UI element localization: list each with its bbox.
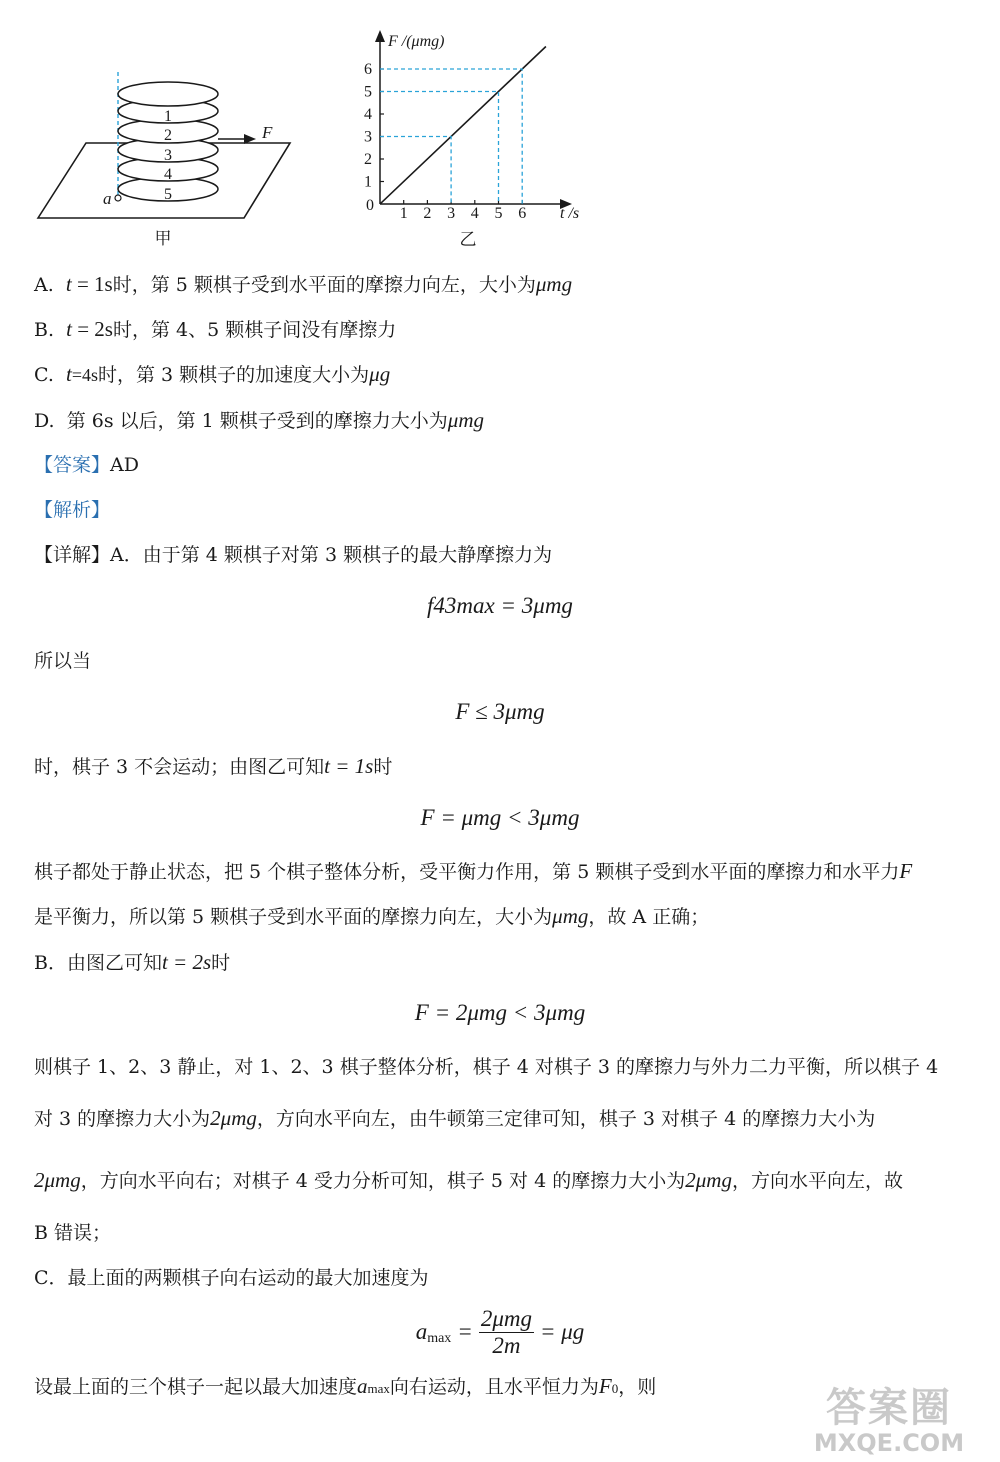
detail-p1 xyxy=(34,543,980,567)
chip-label-4: 4 xyxy=(164,166,172,183)
detail-p12-sub: max xyxy=(367,1381,390,1396)
chip-top xyxy=(118,82,218,106)
answer-tag: 【答案】 xyxy=(34,454,111,476)
option-c-eq: =4s xyxy=(71,365,98,385)
eq5-lhs: a xyxy=(415,1319,428,1344)
detail-p8-a: 对 3 的摩擦力大小为 xyxy=(34,1108,211,1130)
point-a-dot xyxy=(115,195,121,201)
detail-p11: C．最上面的两颗棋子向右运动的最大加速度为 xyxy=(34,1267,429,1289)
detail-p1-text: A．由于第 4 颗棋子对第 3 颗棋子的最大静摩擦力为 xyxy=(110,544,553,566)
equation-2: F ≤ 3μmg xyxy=(455,699,545,724)
y-tick-label: 3 xyxy=(364,128,372,146)
detail-p9-math1: 2μmg xyxy=(34,1168,81,1192)
eq5-fraction xyxy=(479,1306,534,1359)
watermark xyxy=(794,1386,984,1456)
analysis-line xyxy=(34,498,980,522)
eq5-denominator: 2m xyxy=(492,1332,521,1358)
y-tick-label: 4 xyxy=(364,106,372,123)
option-a-label: A. xyxy=(34,274,54,296)
detail-p8 xyxy=(34,1106,980,1131)
detail-p6-a: B．由图乙可知 xyxy=(34,952,162,974)
detail-p9-a: ，方向水平向右；对棋子 4 受力分析可知，棋子 5 对 4 的摩擦力大小为 xyxy=(80,1170,686,1192)
x-tick-label: 1 xyxy=(399,205,408,222)
detail-p9-math2: 2μmg xyxy=(685,1168,732,1192)
detail-p7: 则棋子 1、2、3 静止，对 1、2、3 棋子整体分析，棋子 4 对棋子 3 的摩擦力与外力二力平衡，所以棋子 4 xyxy=(34,1056,939,1078)
option-b-label: B. xyxy=(34,319,55,341)
y-axis-label: F /(μmg) xyxy=(388,33,445,50)
eq5-rhs: = μg xyxy=(539,1319,585,1344)
eq5-sub: max xyxy=(427,1331,452,1346)
option-b-text: 时，第 4、5 颗棋子间没有摩擦力 xyxy=(112,319,397,341)
detail-p5-a: 是平衡力，所以第 5 颗棋子受到水平面的摩擦力向左，大小为 xyxy=(34,906,553,928)
detail-p3-math: t = 1s xyxy=(324,754,374,778)
x-tick-label: 4 xyxy=(470,205,479,222)
x-tick-label: 6 xyxy=(518,205,527,222)
option-b-eq: = 2s xyxy=(71,317,113,341)
option-c-t: t xyxy=(66,362,72,386)
detail-p3-a: 时，棋子 3 不会运动；由图乙可知 xyxy=(34,756,325,778)
detail-p5-b: ，故 A 正确； xyxy=(588,906,710,928)
equation-1: f43max = 3μmg xyxy=(427,593,573,618)
answer-line xyxy=(34,453,980,477)
detail-p10: B 错误； xyxy=(34,1222,112,1244)
f-t-line xyxy=(380,47,546,205)
option-a-math: μmg xyxy=(535,272,573,296)
watermark-line2: MXQE.COM xyxy=(813,1429,965,1457)
eq5-numerator: 2μmg xyxy=(480,1305,532,1331)
option-a-text: 时，第 5 颗棋子受到水平面的摩擦力向左，大小为 xyxy=(112,274,536,296)
detail-p8-math: 2μmg xyxy=(210,1106,257,1130)
detail-p12-a-sym: a xyxy=(357,1374,368,1398)
detail-p4-F: F xyxy=(899,859,913,883)
detail-p8-b: ，方向水平向左，由牛顿第三定律可知，棋子 3 对棋子 4 的摩擦力大小为 xyxy=(256,1108,876,1130)
detail-p5-math: μmg xyxy=(552,904,589,928)
chip-label-3: 3 xyxy=(164,147,172,164)
detail-p12-b: 向右运动，且水平恒力为 xyxy=(389,1376,599,1398)
figures-area xyxy=(0,0,1000,255)
detail-p9-b: ，方向水平向左，故 xyxy=(731,1170,903,1192)
equation-4: F = 2μmg < 3μmg xyxy=(414,1000,586,1025)
y-tick-label: 1 xyxy=(364,173,372,191)
origin-label: 0 xyxy=(366,197,374,214)
detail-p12-F: F xyxy=(598,1374,612,1398)
detail-tag: 【详解】 xyxy=(34,544,111,566)
detail-p6-math: t = 2s xyxy=(161,950,212,974)
option-d xyxy=(34,408,980,433)
equation-3: F = μmg < 3μmg xyxy=(420,805,580,830)
equation-5 xyxy=(0,1302,1000,1362)
y-axis-arrow xyxy=(375,30,385,42)
detail-p4-text: 棋子都处于静止状态，把 5 个棋子整体分析，受平衡力作用，第 5 颗棋子受到水平面的摩擦力和水平力 xyxy=(34,861,900,883)
option-c-math: μg xyxy=(369,362,391,386)
y-tick-label: 6 xyxy=(364,61,372,78)
option-a-eq: = 1s xyxy=(71,272,113,296)
detail-p3-c: 时 xyxy=(373,756,393,778)
option-a-t: t xyxy=(65,272,72,296)
x-tick-label: 3 xyxy=(447,205,456,222)
option-d-text: 第 6s 以后，第 1 颗棋子受到的摩擦力大小为 xyxy=(66,410,448,432)
option-d-math: μmg xyxy=(447,408,485,432)
detail-p2: 所以当 xyxy=(34,650,92,672)
y-tick-label: 2 xyxy=(364,151,372,168)
option-c-label: C. xyxy=(34,364,54,386)
figure-b-caption: 乙 xyxy=(459,230,477,250)
detail-p3 xyxy=(34,754,980,779)
chip-label-2: 2 xyxy=(164,127,172,144)
answer-value: AD xyxy=(110,454,139,476)
option-c-text: 时，第 3 颗棋子的加速度大小为 xyxy=(98,364,370,386)
detail-p9 xyxy=(34,1168,980,1193)
option-c xyxy=(34,362,980,387)
chip-label-5: 5 xyxy=(164,186,172,203)
point-a-label: a xyxy=(103,189,112,208)
figure-b-chart xyxy=(364,30,579,250)
y-tick-label: 5 xyxy=(364,83,372,101)
x-tick-label: 2 xyxy=(423,205,432,222)
x-axis-label: t /s xyxy=(560,205,580,222)
x-tick-label: 5 xyxy=(494,205,503,222)
option-a xyxy=(34,272,980,297)
detail-p6-c: 时 xyxy=(211,952,231,974)
detail-p4 xyxy=(34,859,980,884)
figure-a xyxy=(38,72,290,249)
option-b-t: t xyxy=(66,317,72,341)
detail-p5 xyxy=(34,904,980,929)
eq5-equals: = xyxy=(457,1319,473,1344)
detail-p6 xyxy=(34,950,980,975)
force-label: F xyxy=(262,123,273,142)
chip-label-1: 1 xyxy=(164,108,172,125)
option-d-label: D. xyxy=(34,410,55,432)
figure-a-caption: 甲 xyxy=(154,229,172,249)
detail-p12-c: ，则 xyxy=(618,1376,657,1398)
detail-p12-a: 设最上面的三个棋子一起以最大加速度 xyxy=(34,1376,358,1398)
option-b xyxy=(34,317,980,342)
detail-p12-sub0: 0 xyxy=(611,1381,619,1396)
watermark-line1: 答案圈 xyxy=(826,1385,952,1431)
analysis-tag: 【解析】 xyxy=(34,499,111,521)
